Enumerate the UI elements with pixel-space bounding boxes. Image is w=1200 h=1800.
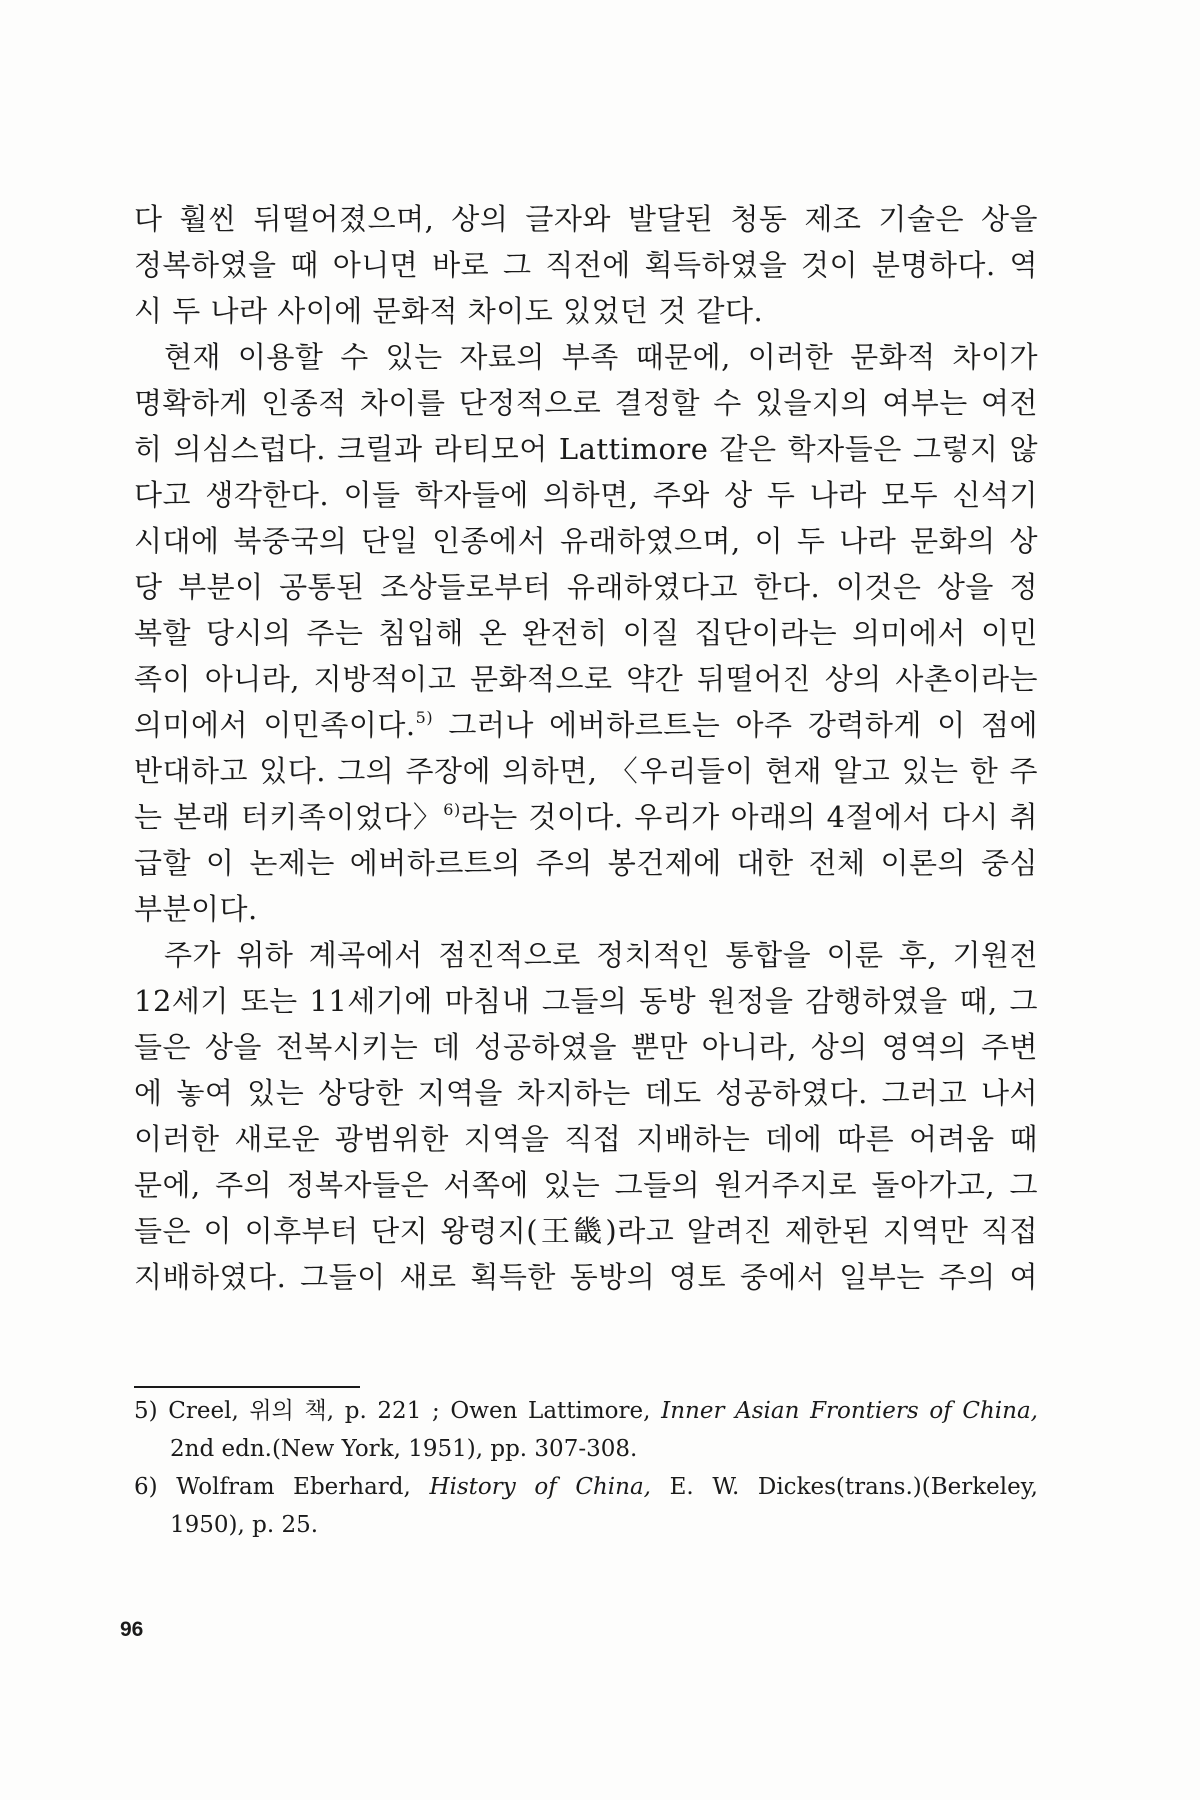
body-line: 문에, 주의 정복자들은 서쪽에 있는 그들의 원거주지로 돌아가고, 그 [134, 1168, 1038, 1202]
body-line: 히 의심스럽다. 크릴과 라티모어 Lattimore 같은 학자들은 그렇지 않 [134, 432, 1038, 466]
body-line: 정복하였을 때 아니면 바로 그 직전에 획득하였을 것이 분명하다. 역 [134, 248, 1038, 282]
body-line [134, 702, 1038, 748]
page-number: 96 [120, 1618, 144, 1641]
body-line: 시대에 북중국의 단일 인종에서 유래하였으며, 이 두 나라 문화의 상 [134, 524, 1038, 558]
body-line: 들은 이 이후부터 단지 왕령지(王畿)라고 알려진 제한된 지역만 직접 [134, 1214, 1038, 1248]
body-line: 12세기 또는 11세기에 마침내 그들의 동방 원정을 감행하였을 때, 그 [134, 984, 1038, 1018]
body-line: 부분이다. [134, 892, 258, 926]
body-text-segment: 라는 것이다. 우리가 아래의 4절에서 다시 취 [460, 800, 1038, 834]
footnotes [134, 1392, 1038, 1544]
body-line: 들은 상을 전복시키는 데 성공하였을 뿐만 아니라, 상의 영역의 주변 [134, 1030, 1038, 1064]
body-text-segment: 그러나 에버하르트는 아주 강력하게 이 점에 [433, 708, 1038, 742]
body-line: 급할 이 논제는 에버하르트의 주의 봉건제에 대한 전체 이론의 중심 [134, 846, 1038, 880]
footnote-ref-6: 6) [443, 800, 461, 819]
footnote-text: 5) Creel, 위의 책, p. 221 ; Owen Lattimore, [134, 1398, 662, 1424]
body-line: 족이 아니라, 지방적이고 문화적으로 약간 뒤떨어진 상의 사촌이라는 [134, 662, 1038, 696]
footnote-title: History of China, [429, 1474, 651, 1500]
body-line: 지배하였다. 그들이 새로 획득한 동방의 영토 중에서 일부는 주의 여 [134, 1260, 1038, 1294]
footnote-text: 6) Wolfram Eberhard, [134, 1474, 430, 1500]
footnote-divider [134, 1386, 360, 1388]
body-line: 현재 이용할 수 있는 자료의 부족 때문에, 이러한 문화적 차이가 [164, 340, 1038, 374]
footnote-5 [134, 1392, 1038, 1430]
body-text-segment: 의미에서 이민족이다. [134, 708, 416, 742]
body-line: 반대하고 있다. 그의 주장에 의하면, 〈우리들이 현재 알고 있는 한 주 [134, 754, 1038, 788]
body-line: 당 부분이 공통된 조상들로부터 유래하였다고 한다. 이것은 상을 정 [134, 570, 1038, 604]
footnote-ref-5: 5) [415, 708, 434, 727]
body-line: 에 놓여 있는 상당한 지역을 차지하는 데도 성공하였다. 그러고 나서 [134, 1076, 1038, 1110]
body-text-segment: 는 본래 터키족이었다〉 [134, 800, 444, 834]
body-line: 복할 당시의 주는 침입해 온 완전히 이질 집단이라는 의미에서 이민 [134, 616, 1038, 650]
footnote-6 [134, 1468, 1038, 1506]
body-line [134, 794, 1038, 840]
body-line: 이러한 새로운 광범위한 지역을 직접 지배하는 데에 따른 어려움 때 [134, 1122, 1038, 1156]
footnote-6-continued: 1950), p. 25. [170, 1512, 319, 1538]
body-text [134, 196, 1038, 1300]
body-line: 다 훨씬 뒤떨어졌으며, 상의 글자와 발달된 청동 제조 기술은 상을 [134, 202, 1038, 236]
footnote-text: E. W. Dickes(trans.)(Berkeley, [650, 1474, 1038, 1500]
footnote-5-continued: 2nd edn.(New York, 1951), pp. 307-308. [170, 1436, 638, 1462]
body-line: 다고 생각한다. 이들 학자들에 의하면, 주와 상 두 나라 모두 신석기 [134, 478, 1038, 512]
body-line: 시 두 나라 사이에 문화적 차이도 있었던 것 같다. [134, 294, 764, 328]
footnote-title: Inner Asian Frontiers of China, [661, 1398, 1038, 1424]
body-line: 명확하게 인종적 차이를 단정적으로 결정할 수 있을지의 여부는 여전 [134, 386, 1038, 420]
body-line: 주가 위하 계곡에서 점진적으로 정치적인 통합을 이룬 후, 기원전 [164, 938, 1038, 972]
